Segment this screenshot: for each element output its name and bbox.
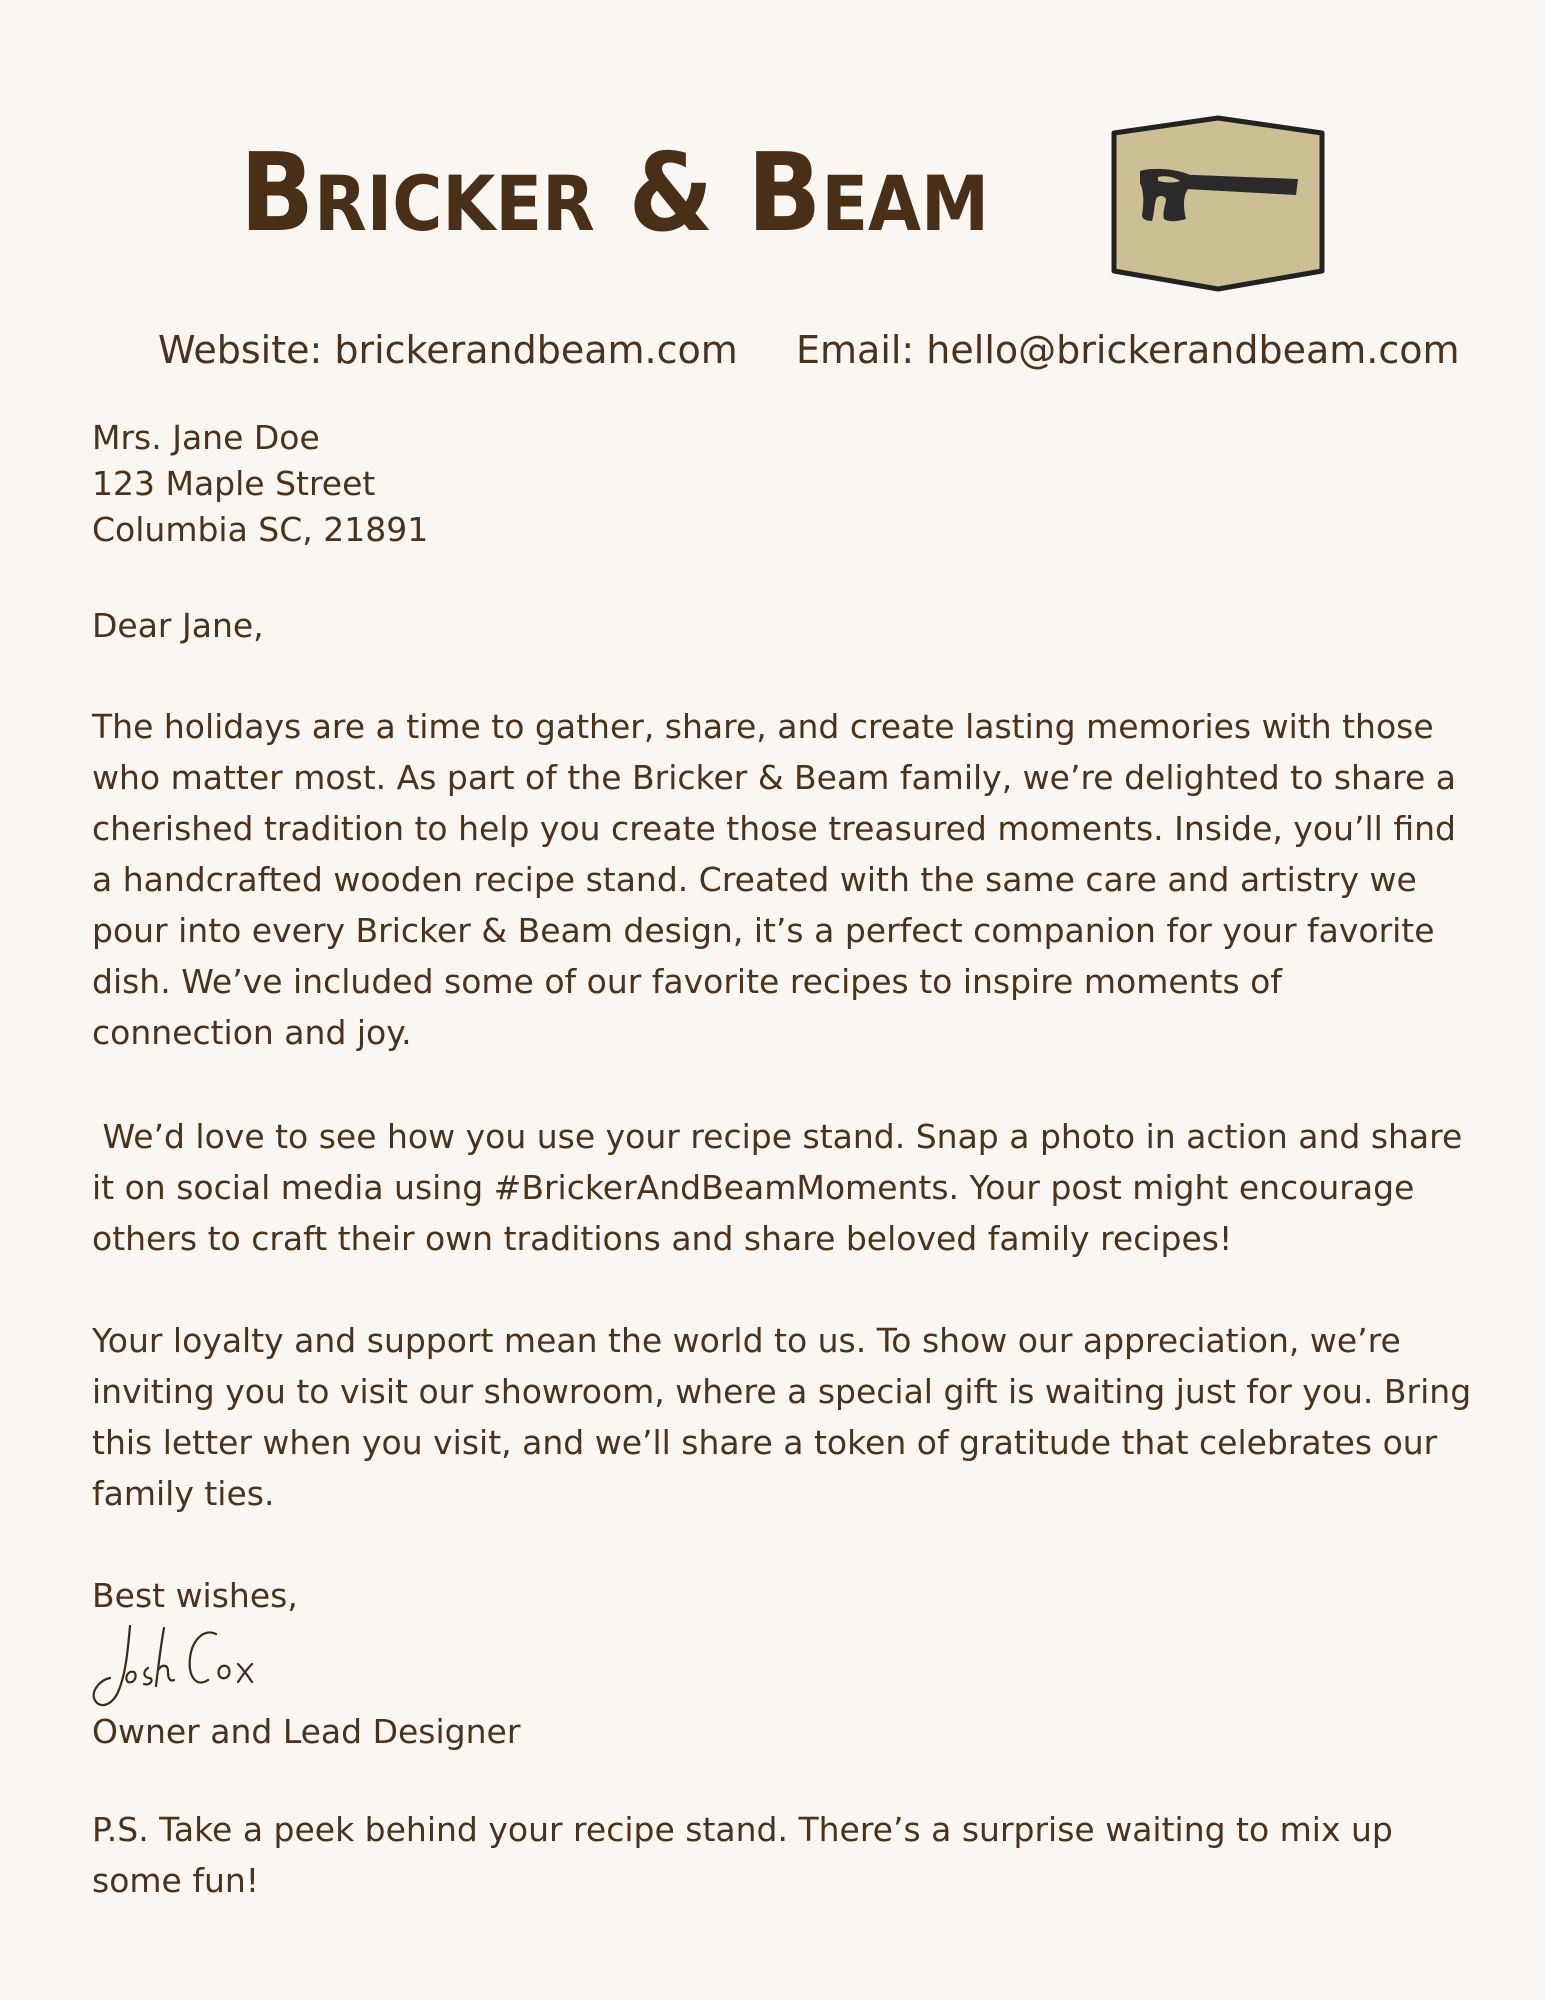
paragraph-1: The holidays are a time to gather, share, and create lasting memories with those who matter most. As part of the Bricker & Beam family, we’re delighted to share a cherished tradition to help you create those treasured moments. Inside, you’ll find a handcrafted wooden recipe stand. Created with the same care and artistry we pour into every Bricker & Beam design, it’s a perfect companion for your favorite dish. We’ve included some of our favorite recipes to inspire moments of connection and joy. — [92, 707, 1457, 1052]
recipient-address — [92, 415, 1472, 553]
email-line: Email: hello@brickerandbeam.com — [796, 328, 1460, 372]
greeting: Dear Jane, — [92, 606, 264, 645]
website-line: Website: brickerandbeam.com — [158, 328, 738, 372]
recipient-street: 123 Maple Street — [92, 464, 376, 503]
closing: Best wishes, — [92, 1576, 298, 1615]
recipient-city: Columbia SC, 21891 — [92, 510, 429, 549]
postscript: P.S. Take a peek behind your recipe stand. There’s a surprise waiting to mix up some fun! — [92, 1810, 1393, 1900]
logo-badge — [1100, 115, 1336, 293]
paragraph-3: Your loyalty and support mean the world to us. To show our appreciation, we’re inviting you to visit our showroom, where a special gift is waiting just for you. Bring this letter when you visit, and we’ll share a token of gratitude that celebrates our family ties. — [92, 1321, 1472, 1513]
handwritten-signature — [88, 1618, 308, 1716]
recipient-name: Mrs. Jane Doe — [92, 418, 320, 457]
paragraph-2: We’d love to see how you use your recipe stand. Snap a photo in action and share it on social media using #BrickerAndBeamMoments. Your post might encourage others to craft their own traditions and share beloved family recipes! — [92, 1117, 1473, 1258]
signer-title: Owner and Lead Designer — [92, 1712, 521, 1751]
brand-title: Bricker & Beam — [240, 131, 990, 256]
